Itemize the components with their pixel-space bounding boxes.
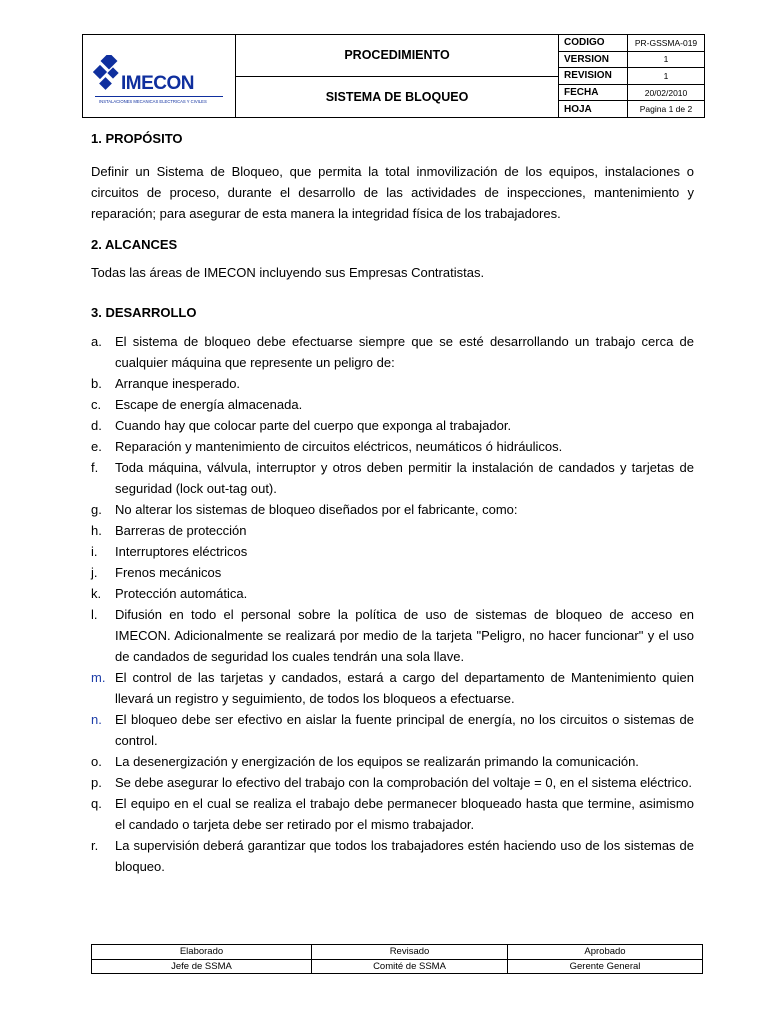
approval-value-elaborado: Jefe de SSMA (92, 960, 312, 974)
list-marker: e. (91, 439, 102, 454)
list-text: La supervisión deberá garantizar que todos los trabajadores estén haciendo uso de los sistemas de bloqueo. (115, 838, 694, 874)
section-heading-desarrollo: 3. DESARROLLO (91, 305, 197, 320)
list-item (91, 520, 694, 541)
list-item (91, 541, 694, 562)
list-marker: g. (91, 502, 102, 517)
list-marker: o. (91, 754, 102, 769)
meta-key: REVISION (559, 68, 628, 84)
list-marker: i. (91, 544, 98, 559)
approval-value-row (92, 960, 702, 974)
list-text: Protección automática. (115, 586, 248, 601)
meta-cell (559, 35, 704, 117)
list-text: Cuando hay que colocar parte del cuerpo que exponga al trabajador. (115, 418, 512, 433)
meta-key: CODIGO (559, 35, 628, 51)
approval-header-elaborado: Elaborado (92, 945, 312, 959)
list-marker: q. (91, 796, 102, 811)
meta-row-fecha (559, 85, 704, 102)
list-item (91, 373, 694, 394)
logo-wordmark: IMECON (121, 73, 194, 94)
meta-key: FECHA (559, 85, 628, 101)
meta-value: 1 (663, 70, 669, 81)
approval-header-row (92, 945, 702, 960)
meta-row-codigo (559, 35, 704, 52)
section-text-proposito: Definir un Sistema de Bloqueo, que permita la total inmovilización de los equipos, instalaciones o circuitos de proceso, durante el desarrollo de las actividades de inspecciones, mantenimiento y reparación; para asegurar de esta manera la integridad física de los trabajadores. (91, 164, 694, 221)
approval-header-aprobado: Aprobado (584, 946, 626, 958)
list-text: No alterar los sistemas de bloqueo diseñados por el fabricante, como: (115, 502, 518, 517)
list-text: La desenergización y energización de los equipos se realizarán primando la comunicación. (115, 754, 639, 769)
list-text: El equipo en el cual se realiza el trabajo debe permanecer bloqueado hasta que termine, asimismo el candado o tarjeta debe ser retirado por el mismo trabajador. (115, 796, 694, 832)
logo-cell (83, 35, 236, 117)
list-item (91, 667, 694, 709)
header-table (82, 34, 705, 118)
list-item (91, 436, 694, 457)
list-text: Toda máquina, válvula, interruptor y otros deben permitir la instalación de candados y tarjetas de seguridad (lock out-tag out). (115, 460, 694, 496)
list-item (91, 772, 694, 793)
list-marker: f. (91, 460, 99, 475)
list-marker: k. (91, 586, 102, 601)
list-text: El control de las tarjetas y candados, estará a cargo del departamento de Mantenimiento quien llevará un registro y seguimiento, de todos los bloqueos a efectuarse. (115, 670, 694, 706)
approval-header-revisado: Revisado (312, 945, 508, 959)
logo-tagline: INSTALACIONES MECANICAS ELECTRICAS Y CIVILES (99, 99, 207, 104)
list-marker: c. (91, 397, 102, 412)
list-item (91, 394, 694, 415)
list-item (91, 751, 694, 772)
list-text: Reparación y mantenimiento de circuitos eléctricos, neumáticos ó hidráulicos. (115, 439, 563, 454)
list-marker: j. (91, 565, 98, 580)
list-text: Escape de energía almacenada. (115, 397, 303, 412)
list-item (91, 457, 694, 499)
list-item (91, 499, 694, 520)
list-text: Barreras de protección (115, 523, 247, 538)
section-text-alcances: Todas las áreas de IMECON incluyendo sus Empresas Contratistas. (91, 265, 485, 280)
list-marker: h. (91, 523, 102, 538)
list-text: El sistema de bloqueo debe efectuarse siempre que se esté desarrollando un trabajo cerca de cualquier máquina que represente un peligro de: (115, 334, 694, 370)
meta-row-version (559, 52, 704, 69)
list-item (91, 331, 694, 373)
list-text: Se debe asegurar lo efectivo del trabajo con la comprobación del voltaje = 0, en el sistema eléctrico. (115, 775, 693, 790)
list-item (91, 604, 694, 667)
list-text: Interruptores eléctricos (115, 544, 248, 559)
approval-value-revisado: Comité de SSMA (312, 960, 508, 974)
list-marker: b. (91, 376, 102, 391)
title-cell (236, 35, 559, 117)
approval-value-aprobado: Gerente General (569, 960, 641, 972)
meta-value: Pagina 1 de 2 (639, 104, 693, 115)
list-item (91, 793, 694, 835)
meta-row-hoja (559, 101, 704, 117)
list-marker: l. (91, 607, 98, 622)
approval-table (91, 944, 703, 974)
list-item (91, 562, 694, 583)
section-heading-proposito: 1. PROPÓSITO (91, 131, 183, 146)
document-type: PROCEDIMIENTO (236, 35, 558, 77)
list-marker: a. (91, 334, 102, 349)
meta-row-revision (559, 68, 704, 85)
meta-value: 20/02/2010 (644, 87, 688, 98)
meta-key: HOJA (559, 101, 628, 117)
meta-value: 1 (663, 54, 669, 65)
document-body (91, 130, 694, 877)
list-marker: p. (91, 775, 102, 790)
list-text: El bloqueo debe ser efectivo en aislar la fuente principal de energía, no los circuitos o sistemas de control. (115, 712, 694, 748)
list-item (91, 415, 694, 436)
list-item (91, 709, 694, 751)
document-title: SISTEMA DE BLOQUEO (325, 89, 469, 104)
desarrollo-list (91, 331, 694, 877)
list-text: Difusión en todo el personal sobre la política de uso de sistemas de bloqueo de acceso en IMECON. Adicionalmente se realizará por medio de la tarjeta "Peligro, no hacer funcionar" y el uso de candados de seguridad los cuales tendrán una sola llave. (115, 607, 694, 664)
list-marker: m. (91, 670, 106, 685)
section-heading-alcances: 2. ALCANCES (91, 237, 178, 252)
list-marker: r. (91, 838, 99, 853)
meta-key: VERSION (559, 52, 628, 68)
list-marker: n. (91, 712, 102, 727)
logo-divider (95, 96, 223, 97)
meta-value: PR-GSSMA-019 (634, 37, 698, 48)
list-item (91, 835, 694, 877)
list-marker: d. (91, 418, 102, 433)
list-text: Arranque inesperado. (115, 376, 241, 391)
list-item (91, 583, 694, 604)
list-text: Frenos mecánicos (115, 565, 222, 580)
